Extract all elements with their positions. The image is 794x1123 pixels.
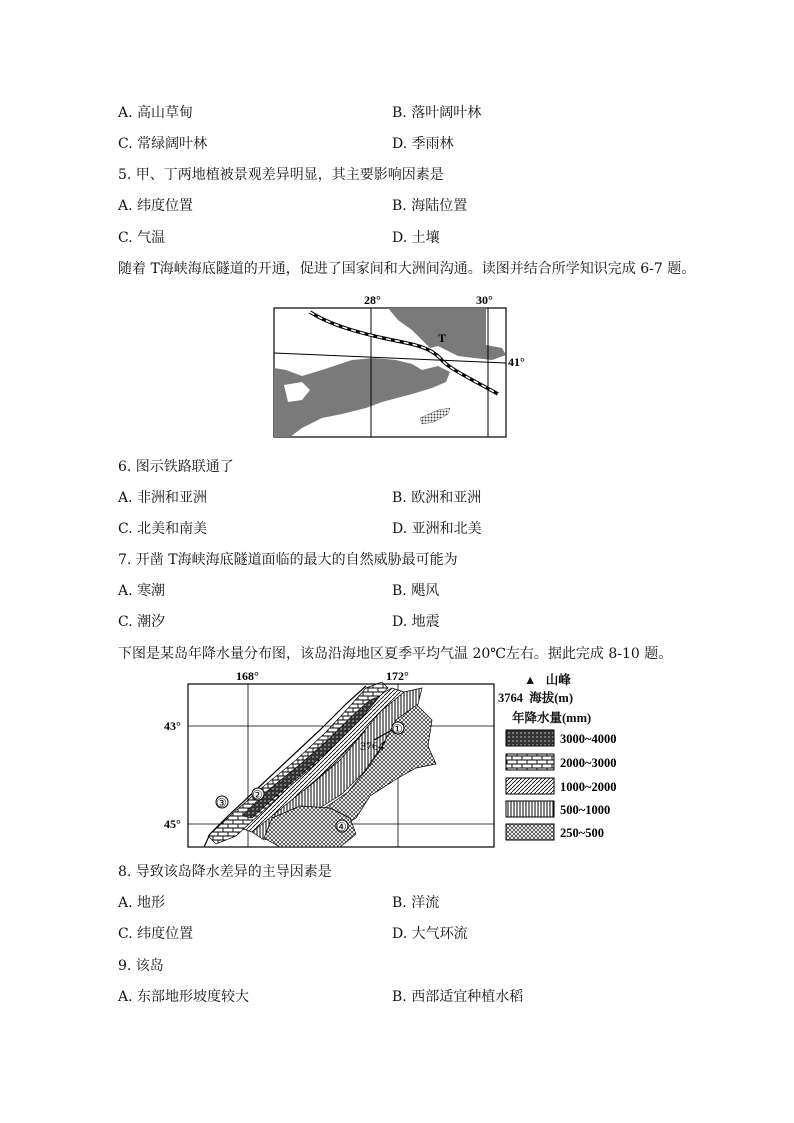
legend-item-5: 250~500 <box>560 826 605 840</box>
legend-item-4: 500~1000 <box>560 803 611 817</box>
q5-option-a: A. 纬度位置 <box>118 198 194 214</box>
q6-option-b: B. 欧洲和亚洲 <box>392 490 482 506</box>
q4-option-b: B. 落叶阔叶林 <box>392 105 482 121</box>
q8-option-d: D. 大气环流 <box>392 926 468 942</box>
q6-option-c: C. 北美和南美 <box>118 521 208 537</box>
marker-2: ② <box>252 788 263 802</box>
q5-stem: 5. 甲、丁两地植被景观差异明显，其主要影响因素是 <box>118 167 444 183</box>
q9-option-a: A. 东部地形坡度较大 <box>118 989 250 1005</box>
map1-lon-28: 28° <box>364 293 381 307</box>
q7-stem: 7. 开凿 T海峡海底隧道面临的最大的自然威胁最可能为 <box>118 552 458 568</box>
q8-stem: 8. 导致该岛降水差异的主导因素是 <box>118 864 332 880</box>
q8-option-b: B. 洋流 <box>392 895 440 911</box>
q4-option-a: A. 高山草甸 <box>118 105 194 121</box>
marker-3: ③ <box>216 796 227 810</box>
intro-6-7: 随着 T海峡海底隧道的开通，促进了国家间和大洲间沟通。读图并结合所学知识完成 6-7 题。 <box>118 261 696 277</box>
marker-4: ④ <box>336 820 347 834</box>
q6-option-a: A. 非洲和亚洲 <box>118 490 208 506</box>
q5-option-b: B. 海陆位置 <box>392 198 468 214</box>
map1-lat-41: 41° <box>508 355 525 369</box>
island-precip-map <box>160 668 500 852</box>
legend-item-2: 2000~3000 <box>560 756 617 770</box>
q8-option-c: C. 纬度位置 <box>118 926 194 942</box>
legend-peak: ▲ 山峰 <box>524 673 571 687</box>
marker-1: ① <box>392 722 403 736</box>
q5-option-c: C. 气温 <box>118 230 166 246</box>
map1-lon-30: 30° <box>476 293 493 307</box>
legend-swatch-1 <box>506 730 554 746</box>
q6-option-d: D. 亚洲和北美 <box>392 521 482 537</box>
peak-elevation: 3764 <box>360 739 384 753</box>
q6-stem: 6. 图示铁路联通了 <box>118 459 234 475</box>
q9-stem: 9. 该岛 <box>118 958 164 974</box>
q7-option-a: A. 寒潮 <box>118 583 166 599</box>
q4-option-d: D. 季雨林 <box>392 136 454 152</box>
map2-lat-45: 45° <box>164 817 181 831</box>
q5-option-d: D. 土壤 <box>392 230 440 246</box>
q4-option-c: C. 常绿阔叶林 <box>118 136 208 152</box>
strait-map <box>262 290 532 440</box>
legend-swatch-4 <box>506 801 554 817</box>
q9-option-b: B. 西部适宜种植水稻 <box>392 989 524 1005</box>
q7-option-c: C. 潮汐 <box>118 614 166 630</box>
legend-swatch-2 <box>506 754 554 770</box>
q7-option-d: D. 地震 <box>392 614 440 630</box>
legend-swatch-5 <box>506 824 554 840</box>
peak-icon: ▲ <box>524 673 537 687</box>
map2-lon-172: 172° <box>386 669 409 683</box>
legend-elevation: 3764 海拔(m) <box>498 691 573 705</box>
q7-option-b: B. 飓风 <box>392 583 440 599</box>
legend-title: 年降水量(mm) <box>512 711 592 725</box>
q8-option-a: A. 地形 <box>118 895 166 911</box>
legend-item-1: 3000~4000 <box>560 732 617 746</box>
legend-item-3: 1000~2000 <box>560 780 617 794</box>
intro-8-10: 下图是某岛年降水量分布图，该岛沿海地区夏季平均气温 20℃左右。据此完成 8-10 题。 <box>118 646 673 662</box>
map2-lat-43: 43° <box>164 719 181 733</box>
map2-lon-168: 168° <box>236 669 259 683</box>
map2-legend <box>498 668 648 848</box>
legend-swatch-3 <box>506 778 554 794</box>
map1-point-t: T <box>438 331 447 345</box>
